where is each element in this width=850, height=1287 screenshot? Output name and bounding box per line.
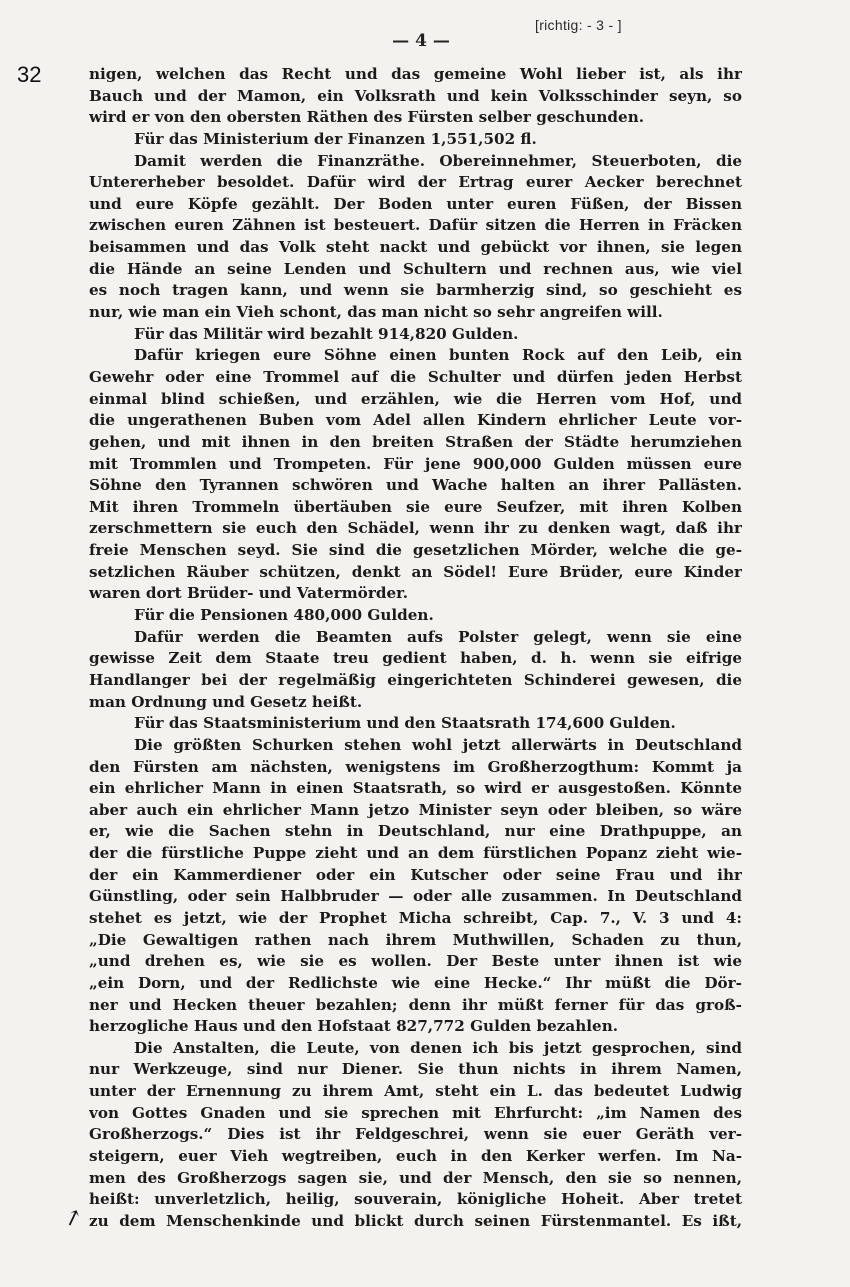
text-line: Für die Pensionen 480,000 Gulden. xyxy=(134,606,434,625)
text-line: Bauch und der Mamon, ein Volksrath und kein Volksschinder seyn, so xyxy=(89,86,742,105)
text-line: „und drehen es, wie sie es wollen. Der Beste unter ihnen ist wie xyxy=(89,952,742,971)
text-line: nur, wie man ein Vieh schont, das man nicht so sehr angreifen will. xyxy=(89,303,663,322)
text-line: Günstling, oder sein Halbbruder — oder alle zusammen. In Deutschland xyxy=(89,887,742,906)
text-line: men des Großherzogs sagen sie, und der Mensch, den sie so nennen, xyxy=(89,1168,742,1187)
text-line: wird er von den obersten Räthen des Fürsten selber geschunden. xyxy=(89,108,645,127)
text-line: setzlichen Räuber schützen, denkt an Södel! Eure Brüder, eure Kinder xyxy=(89,562,742,581)
text-line: man Ordnung und Gesetz heißt. xyxy=(89,692,363,711)
text-line: Söhne den Tyrannen schwören und Wache halten an ihrer Pallästen. xyxy=(89,476,742,495)
text-line: zu dem Menschenkinde und blickt durch seinen Fürstenmantel. Es ißt, xyxy=(89,1211,742,1230)
text-line: und eure Köpfe gezählt. Der Boden unter euren Füßen, der Bissen xyxy=(89,194,742,213)
text-line: gehen, und mit ihnen in den breiten Straßen der Städte herumziehen xyxy=(89,432,742,451)
text-line: ner und Hecken theuer bezahlen; denn ihr müßt ferner für das groß- xyxy=(89,995,742,1014)
text-line: beisammen und das Volk steht nackt und gebückt vor ihnen, sie legen xyxy=(89,238,742,257)
text-line: der ein Kammerdiener oder ein Kutscher oder seine Frau und ihr xyxy=(89,865,742,884)
page-number: — 4 — xyxy=(392,31,450,51)
text-line: Dafür werden die Beamten aufs Polster gelegt, wenn sie eine xyxy=(134,627,742,646)
text-line: Dafür kriegen eure Söhne einen bunten Rock auf den Leib, ein xyxy=(134,346,742,365)
text-line: steigern, euer Vieh wegtreiben, euch in den Kerker werfen. Im Na- xyxy=(89,1147,742,1166)
text-line: Die Anstalten, die Leute, von denen ich bis jetzt gesprochen, sind xyxy=(134,1038,742,1057)
text-line: Für das Ministerium der Finanzen 1,551,502 fl. xyxy=(134,129,537,148)
text-line: gewisse Zeit dem Staate treu gedient haben, d. h. wenn sie eifrige xyxy=(89,649,742,668)
text-line: Die größten Schurken stehen wohl jetzt allerwärts in Deutschland xyxy=(134,735,742,754)
text-line: Für das Staatsministerium und den Staatsrath 174,600 Gulden. xyxy=(134,714,676,733)
text-line: „Die Gewaltigen rathen nach ihrem Muthwillen, Schaden zu thun, xyxy=(89,930,742,949)
text-line: aber auch ein ehrlicher Mann jetzo Minister seyn oder bleiben, so wäre xyxy=(89,800,742,819)
text-line: heißt: unverletzlich, heilig, souverain, königliche Hoheit. Aber tretet xyxy=(89,1190,742,1209)
text-line: von Gottes Gnaden und sie sprechen mit Ehrfurcht: „im Namen des xyxy=(89,1103,742,1122)
text-line: Gewehr oder eine Trommel auf die Schulter und dürfen jeden Herbst xyxy=(89,367,742,386)
text-line: freie Menschen seyd. Sie sind die gesetzlichen Mörder, welche die ge- xyxy=(89,541,742,560)
text-line: ein ehrlicher Mann in einen Staatsrath, so wird er ausgestoßen. Könnte xyxy=(89,779,742,798)
editorial-annotation: [richtig: - 3 - ] xyxy=(535,17,622,33)
text-line: herzogliche Haus und den Hofstaat 827,772 Gulden bezahlen. xyxy=(89,1017,619,1036)
text-line: mit Trommlen und Trompeten. Für jene 900,000 Gulden müssen eure xyxy=(89,454,742,473)
text-line: Damit werden die Finanzräthe. Obereinnehmer, Steuerboten, die xyxy=(134,151,742,170)
margin-arrow-mark: ↗ xyxy=(60,1203,87,1234)
text-line: unter der Ernennung zu ihrem Amt, steht ein L. das bedeutet Ludwig xyxy=(89,1082,742,1101)
text-line: Mit ihren Trommeln übertäuben sie eure Seufzer, mit ihren Kolben xyxy=(89,497,742,516)
text-line: es noch tragen kann, und wenn sie barmherzig sind, so geschieht es xyxy=(89,281,742,300)
text-line: die Hände an seine Lenden und Schultern und rechnen aus, wie viel xyxy=(89,259,742,278)
text-line: der die fürstliche Puppe zieht und an dem fürstlichen Popanz zieht wie- xyxy=(89,844,742,863)
text-line: er, wie die Sachen stehn in Deutschland, nur eine Drathpuppe, an xyxy=(89,822,742,841)
text-line: zwischen euren Zähnen ist besteuert. Dafür sitzen die Herren in Fräcken xyxy=(89,216,742,235)
text-line: Untererheber besoldet. Dafür wird der Ertrag eurer Aecker berechnet xyxy=(89,173,742,192)
text-line: zerschmettern sie euch den Schädel, wenn ihr zu denken wagt, daß ihr xyxy=(89,519,742,538)
text-line: stehet es jetzt, wie der Prophet Micha schreibt, Cap. 7., V. 3 und 4: xyxy=(89,908,742,927)
text-line: Handlanger bei der regelmäßig eingerichteten Schinderei gewesen, die xyxy=(89,670,742,689)
text-line: Großherzogs.“ Dies ist ihr Feldgeschrei, wenn sie euer Geräth ver- xyxy=(89,1125,742,1144)
text-line: Für das Militär wird bezahlt 914,820 Gulden. xyxy=(134,324,519,343)
text-line: den Fürsten am nächsten, wenigstens im Großherzogthum: Kommt ja xyxy=(89,757,742,776)
text-line: die ungerathenen Buben vom Adel allen Kindern ehrlicher Leute vor- xyxy=(89,411,742,430)
text-line: einmal blind schießen, und erzählen, wie die Herren vom Hof, und xyxy=(89,389,742,408)
text-line: waren dort Brüder- und Vatermörder. xyxy=(89,584,408,603)
text-line: nur Werkzeuge, sind nur Diener. Sie thun nichts in ihrem Namen, xyxy=(89,1060,742,1079)
document-body xyxy=(89,64,742,1233)
text-line: „ein Dorn, und der Redlichste wie eine Hecke.“ Ihr müßt die Dör- xyxy=(89,973,742,992)
text-line: nigen, welchen das Recht und das gemeine Wohl lieber ist, als ihr xyxy=(89,65,742,83)
archive-page-number: 32 xyxy=(17,62,42,87)
